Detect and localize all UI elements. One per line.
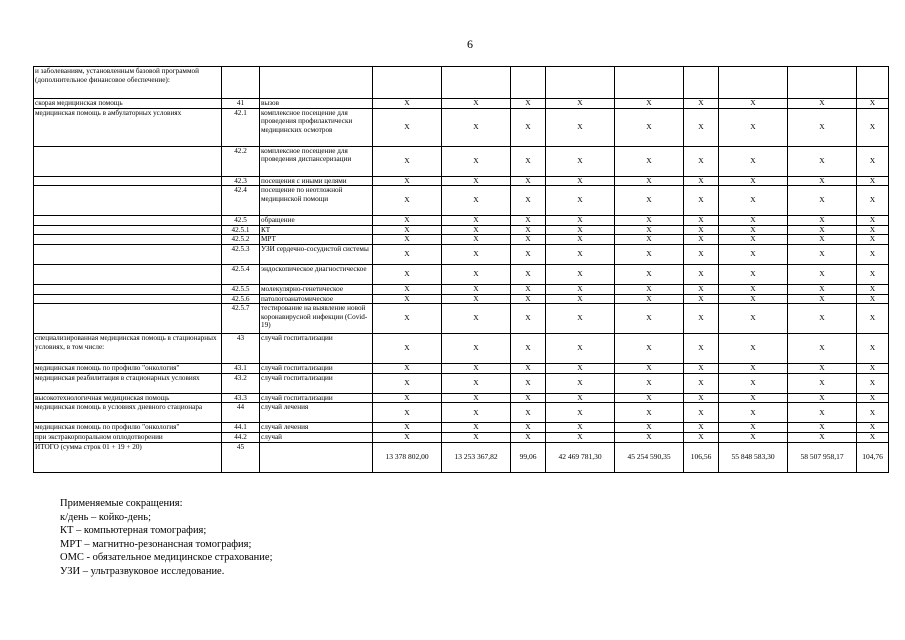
table-row <box>34 67 889 99</box>
row-value-cell: X <box>615 423 684 433</box>
table-row <box>34 146 889 176</box>
row-value-cell: 106,56 <box>684 442 719 472</box>
row-value-cell: X <box>684 334 719 364</box>
row-value-cell: X <box>719 284 788 294</box>
row-value-cell: X <box>857 108 889 146</box>
row-code-cell: 42.2 <box>222 146 260 176</box>
row-value-cell: X <box>442 235 511 245</box>
row-unit-cell: комплексное посещение для проведения профилактически медицинских осмотров <box>260 108 373 146</box>
row-unit-cell: случай лечения <box>260 423 373 433</box>
row-unit-cell: случай госпитализации <box>260 373 373 393</box>
row-unit-cell: случай госпитализации <box>260 393 373 403</box>
row-value-cell: X <box>615 235 684 245</box>
row-value-cell: X <box>511 432 546 442</box>
row-value-cell: X <box>442 146 511 176</box>
row-value-cell: X <box>373 108 442 146</box>
table-row <box>34 176 889 186</box>
row-unit-cell: случай <box>260 432 373 442</box>
row-value-cell: X <box>442 393 511 403</box>
row-unit-cell <box>260 67 373 99</box>
row-code-cell: 45 <box>222 442 260 472</box>
row-value-cell: X <box>546 108 615 146</box>
row-value-cell: X <box>546 304 615 334</box>
row-value-cell: X <box>857 373 889 393</box>
row-value-cell: X <box>857 216 889 226</box>
row-value-cell: X <box>511 264 546 284</box>
row-value-cell: X <box>788 186 857 216</box>
row-value-cell: X <box>373 403 442 423</box>
row-value-cell: X <box>546 99 615 109</box>
row-value-cell: X <box>719 244 788 264</box>
row-value-cell: X <box>788 294 857 304</box>
row-name-cell <box>34 244 222 264</box>
row-value-cell: X <box>373 186 442 216</box>
row-value-cell: X <box>684 108 719 146</box>
table-row <box>34 244 889 264</box>
row-value-cell: X <box>788 334 857 364</box>
row-unit-cell: случай госпитализации <box>260 334 373 364</box>
row-value-cell: X <box>615 264 684 284</box>
row-value-cell: X <box>719 393 788 403</box>
row-code-cell <box>222 67 260 99</box>
row-value-cell: X <box>684 294 719 304</box>
row-value-cell: X <box>511 364 546 374</box>
row-value-cell: X <box>546 264 615 284</box>
row-value-cell: X <box>546 235 615 245</box>
row-code-cell: 42.5.1 <box>222 225 260 235</box>
row-value-cell: X <box>615 373 684 393</box>
note-line: КТ – компьютерная томография; <box>60 525 207 536</box>
row-value-cell: X <box>546 176 615 186</box>
row-value-cell: X <box>615 432 684 442</box>
row-value-cell: X <box>373 244 442 264</box>
row-value-cell: X <box>373 364 442 374</box>
row-unit-cell: посещение по неотложной медицинской помощи <box>260 186 373 216</box>
note-line: МРТ – магнитно-резонансная томография; <box>60 538 252 550</box>
row-unit-cell: комплексное посещение для проведения диспансеризации <box>260 146 373 176</box>
row-value-cell: X <box>857 364 889 374</box>
row-code-cell: 43.2 <box>222 373 260 393</box>
row-value-cell: X <box>373 176 442 186</box>
row-value-cell <box>788 67 857 99</box>
row-name-cell <box>34 235 222 245</box>
row-value-cell: X <box>857 225 889 235</box>
row-value-cell: X <box>684 403 719 423</box>
row-value-cell: X <box>684 186 719 216</box>
row-unit-cell: посещения с иными целями <box>260 176 373 186</box>
row-value-cell: X <box>442 108 511 146</box>
row-value-cell: X <box>442 176 511 186</box>
row-value-cell: X <box>684 364 719 374</box>
row-value-cell: X <box>719 216 788 226</box>
row-name-cell: скорая медицинская помощь <box>34 99 222 109</box>
row-value-cell: X <box>788 364 857 374</box>
row-unit-cell: случай лечения <box>260 403 373 423</box>
row-value-cell: X <box>442 403 511 423</box>
row-value-cell: X <box>719 432 788 442</box>
row-value-cell: X <box>442 264 511 284</box>
row-unit-cell: МРТ <box>260 235 373 245</box>
row-name-cell: медицинская реабилитация в стационарных условиях <box>34 373 222 393</box>
row-name-cell <box>34 186 222 216</box>
row-value-cell: X <box>373 393 442 403</box>
row-value-cell: X <box>442 186 511 216</box>
row-value-cell: X <box>373 304 442 334</box>
row-value-cell: X <box>615 284 684 294</box>
row-code-cell: 43.1 <box>222 364 260 374</box>
row-value-cell: X <box>546 423 615 433</box>
row-value-cell: X <box>615 225 684 235</box>
row-value-cell: X <box>719 304 788 334</box>
row-value-cell: X <box>546 432 615 442</box>
row-value-cell: X <box>546 373 615 393</box>
row-value-cell: X <box>684 284 719 294</box>
row-value-cell: X <box>719 294 788 304</box>
table-row <box>34 216 889 226</box>
row-unit-cell: эндоскопическое диагностическое <box>260 264 373 284</box>
row-value-cell: 13 253 367,82 <box>442 442 511 472</box>
row-value-cell: X <box>857 334 889 364</box>
row-value-cell: X <box>615 176 684 186</box>
row-value-cell: X <box>615 403 684 423</box>
row-value-cell: X <box>788 99 857 109</box>
row-name-cell: медицинская помощь в амбулаторных условиях <box>34 108 222 146</box>
table-row <box>34 364 889 374</box>
row-value-cell: X <box>442 423 511 433</box>
row-value-cell: X <box>373 423 442 433</box>
row-value-cell: 104,76 <box>857 442 889 472</box>
row-value-cell: X <box>788 176 857 186</box>
row-value-cell: X <box>788 403 857 423</box>
row-value-cell: X <box>857 403 889 423</box>
note-line: ОМС - обязательное медицинское страхование; <box>60 552 273 563</box>
row-value-cell: X <box>719 423 788 433</box>
row-value-cell: X <box>511 108 546 146</box>
row-value-cell: X <box>373 373 442 393</box>
row-value-cell: 45 254 590,35 <box>615 442 684 472</box>
row-value-cell: X <box>857 235 889 245</box>
row-value-cell: X <box>788 146 857 176</box>
row-code-cell: 42.5.2 <box>222 235 260 245</box>
row-value-cell: X <box>788 432 857 442</box>
table-row <box>34 99 889 109</box>
row-value-cell: X <box>373 216 442 226</box>
row-value-cell: X <box>788 235 857 245</box>
row-value-cell: X <box>788 225 857 235</box>
row-name-cell: специализированная медицинская помощь в стационарных условиях, в том числе: <box>34 334 222 364</box>
table-row <box>34 264 889 284</box>
row-name-cell <box>34 225 222 235</box>
row-name-cell <box>34 284 222 294</box>
row-value-cell: X <box>857 393 889 403</box>
row-unit-cell: патологоанатомическое <box>260 294 373 304</box>
row-value-cell: 55 848 583,30 <box>719 442 788 472</box>
row-value-cell: X <box>857 294 889 304</box>
row-value-cell: X <box>511 99 546 109</box>
row-value-cell: X <box>684 393 719 403</box>
row-code-cell: 43 <box>222 334 260 364</box>
row-value-cell: X <box>684 423 719 433</box>
row-value-cell: X <box>442 284 511 294</box>
row-code-cell: 42.5.7 <box>222 304 260 334</box>
row-value-cell: X <box>511 225 546 235</box>
row-value-cell: X <box>719 403 788 423</box>
row-value-cell: X <box>719 235 788 245</box>
row-unit-cell: КТ <box>260 225 373 235</box>
row-value-cell: X <box>442 373 511 393</box>
row-value-cell: X <box>546 284 615 294</box>
row-value-cell: X <box>373 432 442 442</box>
note-line: Применяемые сокращения: <box>60 498 183 509</box>
row-value-cell: 99,06 <box>511 442 546 472</box>
row-value-cell: X <box>684 373 719 393</box>
row-name-cell <box>34 304 222 334</box>
row-value-cell: X <box>615 294 684 304</box>
row-value-cell: X <box>442 334 511 364</box>
row-value-cell: X <box>615 244 684 264</box>
row-value-cell: X <box>684 225 719 235</box>
abbreviations-notes <box>60 497 273 578</box>
row-value-cell: X <box>546 393 615 403</box>
row-value-cell: X <box>684 244 719 264</box>
row-value-cell: X <box>546 186 615 216</box>
row-value-cell: X <box>684 216 719 226</box>
row-value-cell: X <box>511 304 546 334</box>
row-value-cell: X <box>788 373 857 393</box>
row-value-cell: X <box>857 244 889 264</box>
row-code-cell: 42.5 <box>222 216 260 226</box>
row-value-cell: X <box>442 99 511 109</box>
row-value-cell: X <box>546 225 615 235</box>
row-code-cell: 42.5.6 <box>222 294 260 304</box>
table-row <box>34 423 889 433</box>
row-code-cell: 43.3 <box>222 393 260 403</box>
row-value-cell: X <box>615 393 684 403</box>
row-value-cell <box>511 67 546 99</box>
row-value-cell: X <box>546 146 615 176</box>
row-value-cell: X <box>373 334 442 364</box>
row-value-cell: X <box>442 216 511 226</box>
row-value-cell: X <box>615 186 684 216</box>
row-value-cell: X <box>373 264 442 284</box>
row-name-cell: медицинская помощь по профилю "онкология" <box>34 364 222 374</box>
table-row <box>34 225 889 235</box>
row-value-cell: X <box>857 423 889 433</box>
row-name-cell: высокотехнологичная медицинская помощь <box>34 393 222 403</box>
row-value-cell: X <box>546 334 615 364</box>
row-value-cell: X <box>788 108 857 146</box>
row-value-cell: X <box>719 373 788 393</box>
row-name-cell <box>34 294 222 304</box>
table-row <box>34 186 889 216</box>
row-value-cell: X <box>511 176 546 186</box>
table-row <box>34 373 889 393</box>
row-value-cell: X <box>788 304 857 334</box>
row-value-cell: X <box>615 334 684 364</box>
row-name-cell: при экстракорпоральном оплодотворении <box>34 432 222 442</box>
row-value-cell: X <box>788 244 857 264</box>
row-value-cell: 42 469 781,30 <box>546 442 615 472</box>
table-row <box>34 403 889 423</box>
row-value-cell: X <box>511 334 546 364</box>
table-row <box>34 432 889 442</box>
row-value-cell: X <box>511 235 546 245</box>
row-code-cell: 42.3 <box>222 176 260 186</box>
row-value-cell: X <box>442 244 511 264</box>
row-code-cell: 42.4 <box>222 186 260 216</box>
table-row <box>34 334 889 364</box>
row-unit-cell: случай госпитализации <box>260 364 373 374</box>
row-name-cell <box>34 216 222 226</box>
row-value-cell: X <box>684 304 719 334</box>
row-value-cell: X <box>615 364 684 374</box>
row-value-cell: X <box>615 304 684 334</box>
table-row <box>34 284 889 294</box>
row-value-cell: X <box>615 108 684 146</box>
row-name-cell: медицинская помощь в условиях дневного стационара <box>34 403 222 423</box>
row-value-cell: X <box>511 216 546 226</box>
row-value-cell: X <box>442 364 511 374</box>
row-value-cell: 58 507 958,17 <box>788 442 857 472</box>
row-value-cell: X <box>719 99 788 109</box>
row-name-cell <box>34 146 222 176</box>
row-value-cell <box>615 67 684 99</box>
row-value-cell: X <box>511 146 546 176</box>
note-line: УЗИ – ультразвуковое исследование. <box>60 565 225 577</box>
table-row <box>34 393 889 403</box>
page-number: 6 <box>467 37 473 51</box>
row-value-cell: X <box>546 403 615 423</box>
row-value-cell: X <box>719 176 788 186</box>
row-code-cell: 42.1 <box>222 108 260 146</box>
row-value-cell: X <box>684 264 719 284</box>
row-value-cell: X <box>719 108 788 146</box>
row-code-cell: 44.1 <box>222 423 260 433</box>
row-value-cell: X <box>511 393 546 403</box>
row-value-cell: X <box>788 216 857 226</box>
row-value-cell: X <box>857 146 889 176</box>
row-name-cell: и заболеваниям, установленным базовой программой (дополнительное финансовое обеспечение): <box>34 67 222 99</box>
row-value-cell <box>719 67 788 99</box>
row-value-cell: X <box>615 216 684 226</box>
table-row <box>34 294 889 304</box>
row-value-cell: X <box>857 432 889 442</box>
row-value-cell: X <box>684 432 719 442</box>
row-code-cell: 42.5.4 <box>222 264 260 284</box>
row-value-cell: X <box>615 99 684 109</box>
row-value-cell: X <box>373 225 442 235</box>
row-code-cell: 42.5.3 <box>222 244 260 264</box>
row-value-cell: X <box>719 364 788 374</box>
row-value-cell: X <box>719 146 788 176</box>
row-value-cell <box>442 67 511 99</box>
row-value-cell: X <box>546 244 615 264</box>
row-value-cell: X <box>719 186 788 216</box>
row-unit-cell: обращение <box>260 216 373 226</box>
row-value-cell: X <box>373 146 442 176</box>
note-line: к/день – койко-день; <box>60 511 152 523</box>
table-row <box>34 442 889 472</box>
row-code-cell: 41 <box>222 99 260 109</box>
row-value-cell: X <box>857 176 889 186</box>
row-value-cell: X <box>511 284 546 294</box>
row-value-cell: X <box>719 334 788 364</box>
row-value-cell: X <box>857 264 889 284</box>
row-value-cell: X <box>442 225 511 235</box>
row-value-cell: X <box>511 294 546 304</box>
row-value-cell: X <box>857 284 889 294</box>
row-value-cell: X <box>373 294 442 304</box>
row-value-cell: X <box>788 264 857 284</box>
row-value-cell: X <box>511 186 546 216</box>
row-value-cell <box>373 67 442 99</box>
table-row <box>34 108 889 146</box>
row-value-cell: X <box>511 423 546 433</box>
row-value-cell: X <box>857 186 889 216</box>
row-value-cell: X <box>442 432 511 442</box>
row-name-cell <box>34 176 222 186</box>
row-value-cell: 13 378 802,00 <box>373 442 442 472</box>
row-value-cell: X <box>511 403 546 423</box>
row-unit-cell <box>260 442 373 472</box>
row-unit-cell: молекулярно-генетическое <box>260 284 373 294</box>
row-code-cell: 42.5.5 <box>222 284 260 294</box>
row-value-cell: X <box>684 99 719 109</box>
row-value-cell: X <box>511 244 546 264</box>
row-value-cell: X <box>373 235 442 245</box>
row-value-cell: X <box>719 225 788 235</box>
row-value-cell: X <box>788 423 857 433</box>
row-value-cell: X <box>719 264 788 284</box>
row-value-cell: X <box>442 304 511 334</box>
data-table <box>33 66 889 473</box>
row-value-cell: X <box>684 176 719 186</box>
row-name-cell: медицинская помощь по профилю "онкология" <box>34 423 222 433</box>
row-value-cell: X <box>684 235 719 245</box>
row-value-cell: X <box>788 393 857 403</box>
row-value-cell: X <box>546 216 615 226</box>
row-name-cell: ИТОГО (сумма строк 01 + 19 + 20) <box>34 442 222 472</box>
row-value-cell <box>684 67 719 99</box>
row-unit-cell: вызов <box>260 99 373 109</box>
row-value-cell: X <box>857 99 889 109</box>
row-value-cell: X <box>857 304 889 334</box>
row-value-cell: X <box>373 284 442 294</box>
table-body <box>34 67 889 473</box>
row-value-cell: X <box>373 99 442 109</box>
row-name-cell <box>34 264 222 284</box>
row-value-cell <box>546 67 615 99</box>
row-value-cell: X <box>546 294 615 304</box>
row-code-cell: 44.2 <box>222 432 260 442</box>
row-value-cell: X <box>788 284 857 294</box>
row-code-cell: 44 <box>222 403 260 423</box>
row-value-cell: X <box>511 373 546 393</box>
row-value-cell <box>857 67 889 99</box>
table-row <box>34 235 889 245</box>
row-value-cell: X <box>442 294 511 304</box>
row-value-cell: X <box>684 146 719 176</box>
row-unit-cell: тестирование на выявление новой коронавирусной инфекции (Covid-19) <box>260 304 373 334</box>
row-value-cell: X <box>615 146 684 176</box>
row-value-cell: X <box>546 364 615 374</box>
table-row <box>34 304 889 334</box>
row-unit-cell: УЗИ сердечно-сосудистой системы <box>260 244 373 264</box>
